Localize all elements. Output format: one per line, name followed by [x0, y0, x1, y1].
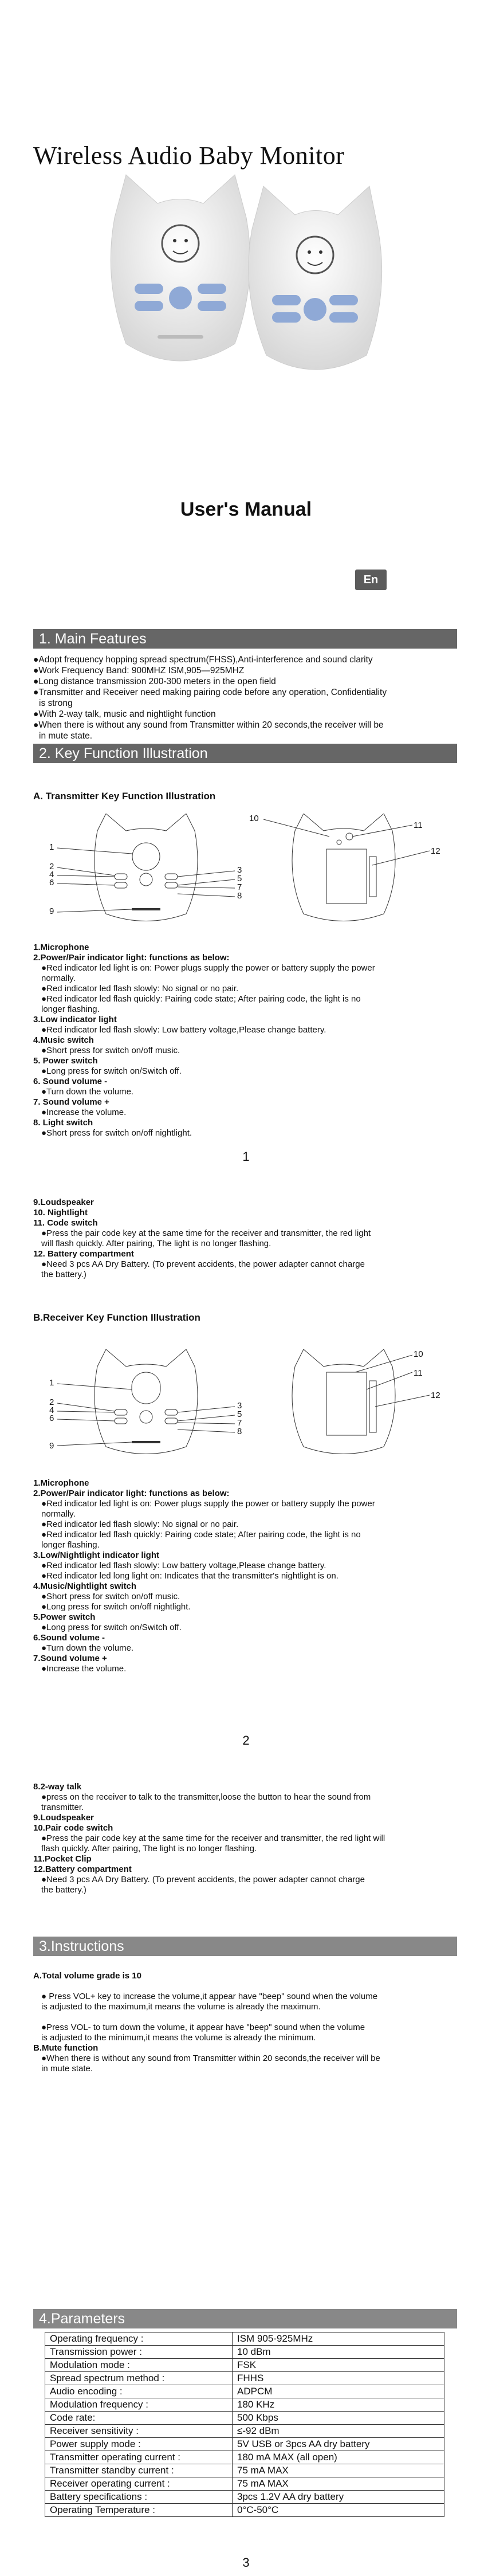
list-line: 11. Code switch [33, 1218, 98, 1228]
feature-line: ●Adopt frequency hopping spread spectrum(FHSS),Anti-interference and sound clarity [33, 655, 373, 665]
list-line: ●Press the pair code key at the same time for the receiver and transmitter, the red light [41, 1228, 371, 1238]
list-line: 1.Microphone [33, 1478, 89, 1488]
page-number: 1 [242, 1149, 250, 1164]
list-line: ●Increase the volume. [41, 1664, 127, 1674]
param-name: Operating frequency : [45, 2332, 233, 2346]
transmitter-diagram [46, 814, 458, 928]
list-line: ●Red indicator led light is on: Power plugs supply the power or battery supply the power [41, 1499, 375, 1509]
callout-label: 11 [414, 820, 423, 830]
param-value: 180 KHz [233, 2398, 444, 2412]
table-row [45, 2451, 444, 2464]
list-line: 2.Power/Pair indicator light: functions as below: [33, 1489, 230, 1498]
transmitter-photo [111, 175, 250, 361]
callout-label: 10 [414, 1349, 423, 1359]
param-name: Transmitter operating current : [45, 2451, 233, 2464]
section-parameters: 4.Parameters [33, 2309, 457, 2328]
list-line: 3.Low indicator light [33, 1015, 117, 1024]
list-line: ●Turn down the volume. [41, 1087, 134, 1097]
param-value: ≤-92 dBm [233, 2425, 444, 2438]
param-name: Modulation mode : [45, 2359, 233, 2372]
list-line: ●Red indicator led flash quickly: Pairing code state; After pairing code, the light is no [41, 1530, 361, 1540]
list-line: 10.Pair code switch [33, 1823, 113, 1833]
callout-label: 8 [237, 891, 242, 901]
page-number: 3 [242, 2555, 250, 2570]
feature-line: ●With 2-way talk, music and nightlight function [33, 709, 216, 719]
feature-line: ●When there is without any sound from Transmitter within 20 seconds,the receiver will be [33, 720, 384, 730]
callout-label: 3 [237, 865, 242, 875]
param-name: Receiver operating current : [45, 2477, 233, 2491]
transmitter-title: A. Transmitter Key Function Illustration [33, 791, 216, 802]
language-badge: En [355, 570, 387, 590]
list-line: 10. Nightlight [33, 1208, 88, 1218]
list-line: the battery.) [41, 1885, 86, 1895]
list-line: 5. Power switch [33, 1056, 98, 1066]
list-line: is adjusted to the maximum,it means the volume is already the maximum. [41, 2002, 321, 2012]
param-name: Power supply mode : [45, 2438, 233, 2451]
list-line: longer flashing. [41, 1004, 100, 1014]
list-line: the battery.) [41, 1270, 86, 1279]
parameters-table [45, 2332, 444, 2517]
param-value: 75 mA MAX [233, 2477, 444, 2491]
list-line: ●Need 3 pcs AA Dry Battery. (To prevent accidents, the power adapter cannot charge [41, 1259, 365, 1269]
receiver-key-list-2 [33, 1782, 469, 1895]
callout-label: 1 [49, 842, 54, 852]
param-name: Transmitter standby current : [45, 2464, 233, 2477]
param-value: ISM 905-925MHz [233, 2332, 444, 2346]
param-name: Audio encoding : [45, 2385, 233, 2398]
list-line: 11.Pocket Clip [33, 1854, 92, 1864]
list-line: 8.2-way talk [33, 1782, 82, 1792]
callout-label: 11 [414, 1368, 423, 1378]
callout-label: 1 [49, 1378, 54, 1388]
param-name: Transmission power : [45, 2346, 233, 2359]
page-title: Wireless Audio Baby Monitor [33, 142, 345, 170]
table-row [45, 2332, 444, 2346]
table-row [45, 2385, 444, 2398]
param-name: Spread spectrum method : [45, 2372, 233, 2385]
list-line: ●Red indicator led long light on: Indicates that the transmitter's nightlight is on. [41, 1571, 339, 1581]
list-line [33, 2012, 469, 2023]
param-name: Receiver sensitivity : [45, 2425, 233, 2438]
list-line: 6.Sound volume - [33, 1633, 105, 1643]
list-line: 12.Battery compartment [33, 1864, 132, 1874]
section-key-function: 2. Key Function Illustration [33, 744, 457, 763]
list-line: ●Red indicator led flash slowly: Low battery voltage,Please change battery. [41, 1025, 326, 1035]
list-line: ●Long press for switch on/Switch off. [41, 1066, 182, 1076]
receiver-photo [249, 186, 382, 370]
list-line: 5.Power switch [33, 1612, 96, 1622]
param-value: 500 Kbps [233, 2412, 444, 2425]
param-value: 10 dBm [233, 2346, 444, 2359]
param-value: FHHS [233, 2372, 444, 2385]
list-line: flash quickly. After pairing, The light is no longer flashing. [41, 1844, 257, 1854]
callout-label: 6 [49, 878, 54, 888]
list-line: ●Short press for switch on/off music. [41, 1592, 180, 1601]
list-line: ●press on the receiver to talk to the transmitter,loose the button to hear the sound from [41, 1792, 371, 1802]
callout-label: 3 [237, 1401, 242, 1411]
callout-label: 4 [49, 1405, 54, 1415]
param-name: Operating Temperature : [45, 2504, 233, 2517]
list-line: is adjusted to the minimum,it means the volume is already the minimum. [41, 2033, 316, 2043]
callout-label: 12 [431, 1391, 440, 1400]
table-row [45, 2464, 444, 2477]
table-row [45, 2398, 444, 2412]
receiver-diagram [46, 1349, 458, 1458]
list-line: ●Red indicator led light is on: Power plugs supply the power or battery supply the power [41, 963, 375, 973]
table-row [45, 2412, 444, 2425]
list-line: ●Turn down the volume. [41, 1643, 134, 1653]
callout-label: 4 [49, 870, 54, 879]
list-line: ●Long press for switch on/Switch off. [41, 1623, 182, 1632]
list-line: 8. Light switch [33, 1118, 93, 1128]
param-name: Code rate: [45, 2412, 233, 2425]
param-value: 0°C-50°C [233, 2504, 444, 2517]
list-line: 9.Loudspeaker [33, 1197, 94, 1207]
page-number: 2 [242, 1733, 250, 1748]
param-value: 3pcs 1.2V AA dry battery [233, 2491, 444, 2504]
callout-label: 7 [237, 1418, 242, 1428]
transmitter-key-list-2 [33, 1197, 469, 1280]
transmitter-key-list [33, 943, 469, 1138]
list-line: 9.Loudspeaker [33, 1813, 94, 1823]
list-line: 2.Power/Pair indicator light: functions as below: [33, 953, 230, 963]
list-line: ●Long press for switch on/off nightlight. [41, 1602, 191, 1612]
list-line: ●Red indicator led flash slowly: No signal or no pair. [41, 1519, 239, 1529]
list-line: 3.Low/Nightlight indicator light [33, 1550, 159, 1560]
list-line: ● Press VOL+ key to increase the volume,it appear have "beep" sound when the volume [41, 1992, 378, 2001]
callout-label: 10 [249, 814, 259, 823]
list-line: 1.Microphone [33, 943, 89, 952]
callout-label: 8 [237, 1427, 242, 1436]
list-line: ●Need 3 pcs AA Dry Battery. (To prevent accidents, the power adapter cannot charge [41, 1875, 365, 1884]
callout-label: 7 [237, 882, 242, 892]
list-line: ●Red indicator led flash slowly: Low battery voltage,Please change battery. [41, 1561, 326, 1570]
table-row [45, 2372, 444, 2385]
features-list [33, 654, 469, 741]
feature-line: ●Work Frequency Band: 900MHZ ISM,905—925MHZ [33, 666, 245, 676]
instructions-list [33, 1971, 469, 2074]
param-name: Modulation frequency : [45, 2398, 233, 2412]
list-line: B.Mute function [33, 2043, 99, 2053]
feature-line: ●Transmitter and Receiver need making pairing code before any operation, Confidentiality [33, 688, 387, 697]
section-instructions: 3.Instructions [33, 1937, 457, 1956]
feature-line: in mute state. [39, 731, 93, 741]
list-line: ●When there is without any sound from Transmitter within 20 seconds,the receiver will be [41, 2053, 380, 2063]
table-row [45, 2425, 444, 2438]
callout-label: 6 [49, 1413, 54, 1423]
param-value: 75 mA MAX [233, 2464, 444, 2477]
callout-label: 12 [431, 846, 440, 856]
list-line: A.Total volume grade is 10 [33, 1971, 141, 1981]
receiver-title: B.Receiver Key Function Illustration [33, 1312, 200, 1323]
list-line: 12. Battery compartment [33, 1249, 134, 1259]
list-line: 6. Sound volume - [33, 1077, 108, 1086]
callout-label: 9 [49, 1441, 54, 1451]
table-row [45, 2346, 444, 2359]
table-row [45, 2359, 444, 2372]
list-line: 7.Sound volume + [33, 1654, 107, 1663]
table-row [45, 2491, 444, 2504]
callout-label: 5 [237, 1409, 242, 1419]
list-line: transmitter. [41, 1803, 84, 1812]
manual-title: User's Manual [180, 498, 312, 520]
list-line: 4.Music/Nightlight switch [33, 1581, 137, 1591]
list-line: 4.Music switch [33, 1035, 94, 1045]
list-line: normally. [41, 973, 76, 983]
feature-line: ●Long distance transmission 200-300 meters in the open field [33, 677, 276, 686]
list-line: 7. Sound volume + [33, 1097, 109, 1107]
list-line: ●Press the pair code key at the same time for the receiver and transmitter, the red light will [41, 1833, 385, 1843]
table-row [45, 2477, 444, 2491]
param-name: Battery specifications : [45, 2491, 233, 2504]
param-value: ADPCM [233, 2385, 444, 2398]
list-line: ●Press VOL- to turn down the volume, it appear have "beep" sound when the volume [41, 2023, 365, 2032]
feature-line: is strong [39, 698, 73, 708]
param-value: 5V USB or 3pcs AA dry battery [233, 2438, 444, 2451]
list-line: ●Short press for switch on/off nightlight. [41, 1128, 192, 1138]
callout-label: 2 [49, 1397, 54, 1407]
list-line: will flash quickly. After pairing, The light is no longer flashing. [41, 1239, 271, 1248]
param-value: 180 mA MAX (all open) [233, 2451, 444, 2464]
list-line: in mute state. [41, 2064, 93, 2074]
list-line: ●Increase the volume. [41, 1108, 127, 1117]
section-main-features: 1. Main Features [33, 629, 457, 649]
receiver-key-list [33, 1478, 469, 1674]
param-value: FSK [233, 2359, 444, 2372]
table-row [45, 2438, 444, 2451]
list-line: ●Short press for switch on/off music. [41, 1046, 180, 1055]
list-line: normally. [41, 1509, 76, 1519]
callout-label: 2 [49, 862, 54, 871]
callout-label: 9 [49, 906, 54, 916]
table-row [45, 2504, 444, 2517]
list-line: longer flashing. [41, 1540, 100, 1550]
list-line: ●Red indicator led flash quickly: Pairing code state; After pairing code, the light is no [41, 994, 361, 1004]
callout-label: 5 [237, 874, 242, 883]
list-line: ●Red indicator led flash slowly: No signal or no pair. [41, 984, 239, 994]
product-photo [103, 172, 389, 413]
list-line [33, 1981, 469, 1992]
